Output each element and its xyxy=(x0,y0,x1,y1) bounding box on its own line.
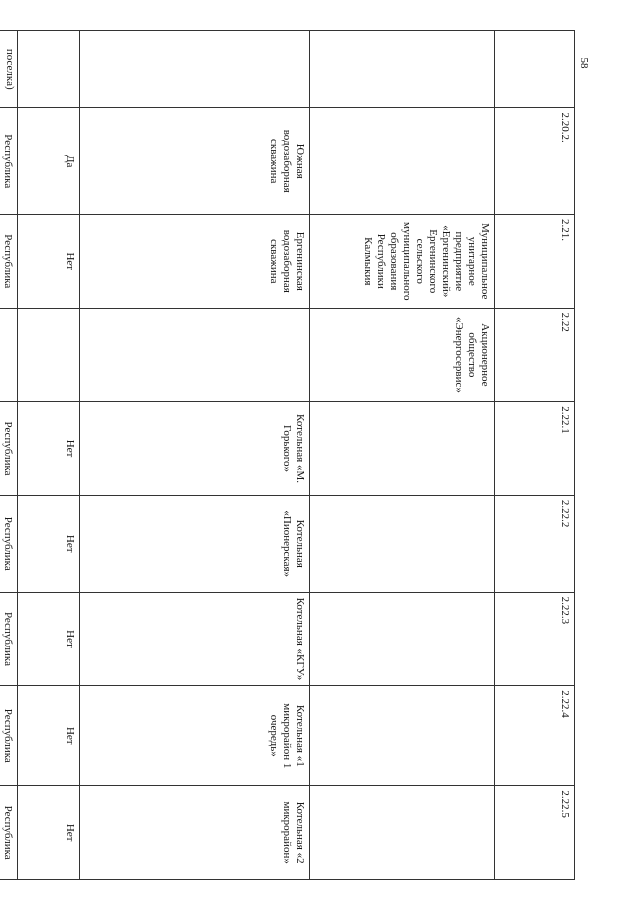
cell-no: 2.22.5 xyxy=(495,786,575,880)
cell-no: 2.22.4 xyxy=(495,686,575,786)
cell-organization: Муниципальное унитарное предприятие «Ергенинский» Ергенинского сельского муниципального образования Республики Калмыкия xyxy=(310,214,495,308)
cell-address: Республика xyxy=(0,686,18,786)
cell-object: Южная водозаборная скважина xyxy=(80,108,310,215)
cell-address: Республика xyxy=(0,592,18,686)
row-address xyxy=(0,31,18,880)
cell-continuation: поселка) xyxy=(0,31,18,108)
cell-flag: Нет xyxy=(18,214,80,308)
cell-organization xyxy=(310,495,495,592)
rotated-table-area xyxy=(2,30,575,880)
row-object xyxy=(80,31,310,880)
cell-no: 2.22.3 xyxy=(495,592,575,686)
cell-object: Котельная «КГУ» xyxy=(80,592,310,686)
cell-object: Котельная «М. Горького» xyxy=(80,402,310,496)
cell-object xyxy=(80,308,310,402)
corner-cell xyxy=(18,31,80,108)
page-number: 58 xyxy=(578,57,590,69)
cell-no: 2.20.2. xyxy=(495,108,575,215)
corner-cell xyxy=(495,31,575,108)
cell-flag xyxy=(18,308,80,402)
cell-flag: Нет xyxy=(18,495,80,592)
cell-flag: Нет xyxy=(18,592,80,686)
cell-address xyxy=(0,308,18,402)
cell-object: Котельная «Пионерская» xyxy=(80,495,310,592)
objects-table xyxy=(0,30,575,880)
row-number xyxy=(495,31,575,880)
cell-organization xyxy=(310,686,495,786)
cell-address: Республика xyxy=(0,786,18,880)
cell-flag: Нет xyxy=(18,402,80,496)
cell-no: 2.21. xyxy=(495,214,575,308)
cell-organization: Акционерное общество «Энергосервис» xyxy=(310,308,495,402)
cell-no: 2.22.2 xyxy=(495,495,575,592)
cell-organization xyxy=(310,592,495,686)
cell-flag: Нет xyxy=(18,686,80,786)
cell-address: Республика xyxy=(0,495,18,592)
row-organization xyxy=(310,31,495,880)
cell-object: Котельная «2 микрорайон» xyxy=(80,786,310,880)
corner-cell xyxy=(80,31,310,108)
cell-flag: Да xyxy=(18,108,80,215)
cell-organization xyxy=(310,108,495,215)
cell-no: 2.22.1 xyxy=(495,402,575,496)
row-flag xyxy=(18,31,80,880)
cell-object: Котельная «1 микрорайон 1 очередь» xyxy=(80,686,310,786)
cell-address: Республика xyxy=(0,402,18,496)
corner-cell xyxy=(310,31,495,108)
cell-flag: Нет xyxy=(18,786,80,880)
cell-object: Ергенинская водозаборная скважина xyxy=(80,214,310,308)
cell-organization xyxy=(310,786,495,880)
cell-address: Республика xyxy=(0,108,18,215)
cell-organization xyxy=(310,402,495,496)
cell-no: 2.22 xyxy=(495,308,575,402)
cell-address: Республика xyxy=(0,214,18,308)
